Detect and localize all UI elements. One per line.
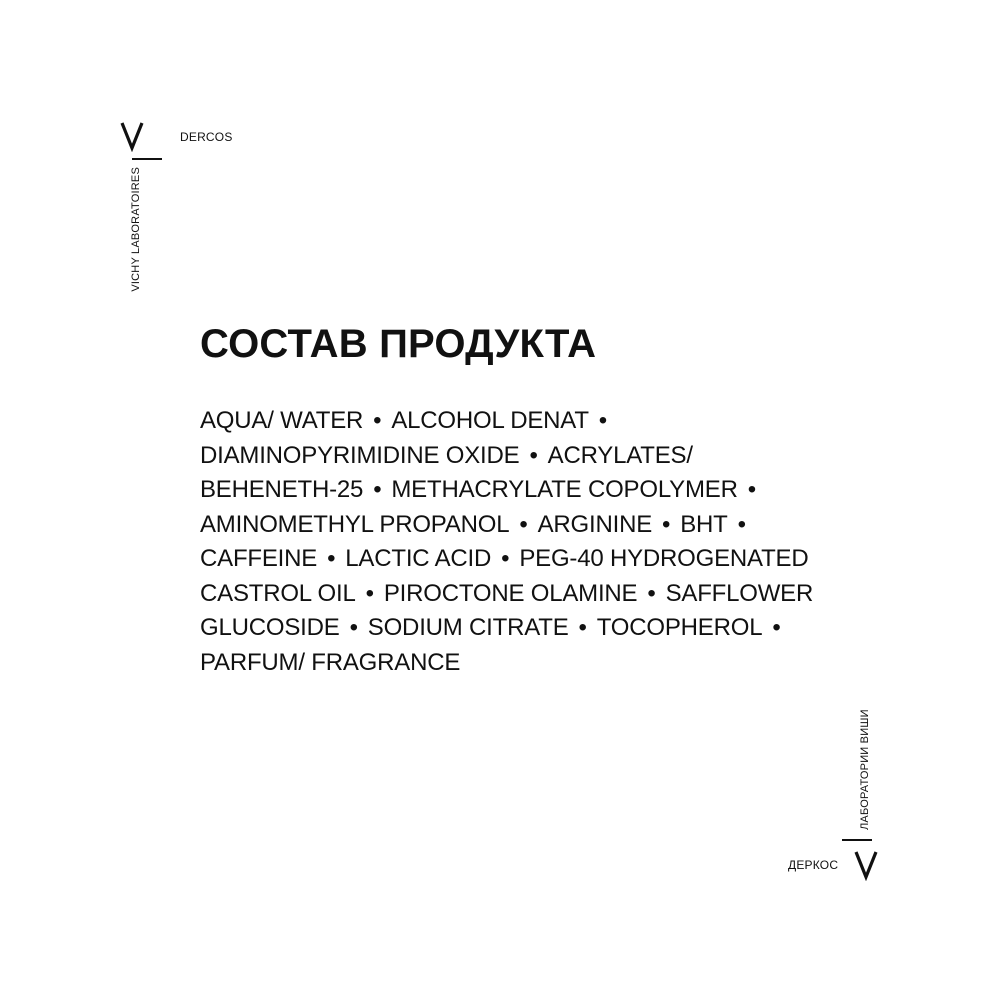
bullet-separator: • <box>519 510 528 538</box>
ingredient-item: PIROCTONE OLAMINE <box>383 579 638 607</box>
ingredient-item: SAFFLOWER <box>665 579 814 607</box>
page-title: СОСТАВ ПРОДУКТА <box>200 322 597 366</box>
ingredient-line <box>200 646 840 681</box>
ingredient-item: PEG-40 HYDROGENATED <box>519 545 809 572</box>
ingredient-item: AQUA/ WATER <box>200 407 364 434</box>
ingredient-item: AMINOMETHYL PROPANOL <box>200 510 510 538</box>
bullet-separator: • <box>373 476 382 503</box>
ingredient-item: GLUCOSIDE <box>200 614 340 641</box>
bullet-separator: • <box>772 614 781 641</box>
ingredient-line <box>200 473 840 508</box>
ingredient-line <box>200 542 840 577</box>
ingredient-item: LACTIC ACID <box>345 545 492 572</box>
bullet-separator: • <box>327 545 336 572</box>
ingredient-line <box>200 577 840 612</box>
vichy-v-logo-bottom <box>850 849 882 881</box>
ingredient-line <box>200 508 840 543</box>
ingredient-item: ALCOHOL DENAT <box>391 407 589 434</box>
v-logo-icon <box>116 120 148 152</box>
product-name-top: DERCOS <box>180 130 233 144</box>
brand-divider-bottom <box>842 839 872 841</box>
ingredient-item: METHACRYLATE COPOLYMER <box>391 476 738 503</box>
bullet-separator: • <box>349 614 358 641</box>
ingredient-item: SODIUM CITRATE <box>367 614 569 641</box>
product-name-bottom: ДЕРКОС <box>788 858 839 872</box>
brand-divider-top <box>132 158 162 160</box>
ingredient-line <box>200 439 840 474</box>
ingredient-item: ACRYLATES/ <box>547 441 693 469</box>
ingredient-item: BEHENETH-25 <box>200 476 364 503</box>
ingredient-item: CAFFEINE <box>200 545 318 572</box>
ingredient-item: CASTROL OIL <box>200 579 356 607</box>
bullet-separator: • <box>529 441 538 469</box>
ingredient-item: ARGININE <box>537 510 653 538</box>
bullet-separator: • <box>501 545 510 572</box>
ingredient-item: TOCOPHEROL <box>596 614 763 641</box>
v-logo-icon <box>850 849 882 881</box>
bullet-separator: • <box>373 407 382 434</box>
bullet-separator: • <box>365 579 374 607</box>
bullet-separator: • <box>737 510 746 538</box>
bullet-separator: • <box>662 510 671 538</box>
ingredient-list <box>200 404 840 680</box>
ingredient-item: PARFUM/ FRAGRANCE <box>200 648 461 676</box>
bullet-separator: • <box>578 614 587 641</box>
ingredient-item: BHT <box>680 510 728 538</box>
bullet-separator: • <box>647 579 656 607</box>
brand-vertical-label-top: VICHY LABORATOIRES <box>130 167 142 292</box>
ingredient-line <box>200 611 840 646</box>
vichy-v-logo-top <box>116 120 148 152</box>
ingredient-line <box>200 404 840 439</box>
bullet-separator: • <box>598 407 607 434</box>
brand-vertical-label-bottom: ЛАБОРАТОРИИ ВИШИ <box>859 709 871 830</box>
bullet-separator: • <box>747 476 756 503</box>
ingredient-item: DIAMINOPYRIMIDINE OXIDE <box>200 441 520 469</box>
